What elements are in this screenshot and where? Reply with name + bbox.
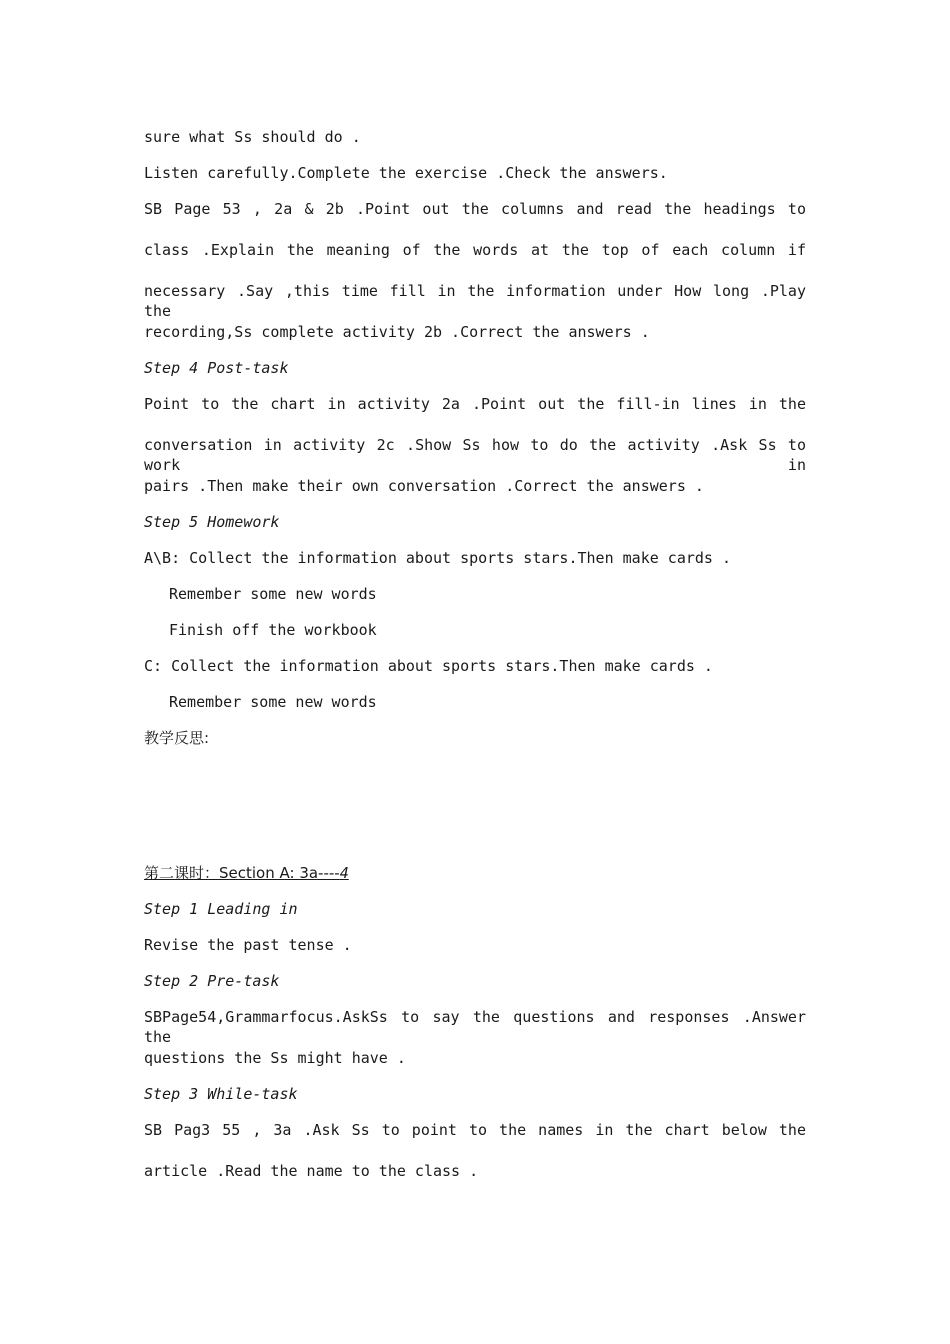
homework-c-line: C: Collect the information about sports stars.Then make cards . xyxy=(144,657,713,675)
paragraph-line: Point to the chart in activity 2a .Point out the fill-in lines in the xyxy=(144,395,806,413)
paragraph-line: SB Page 53 , 2a & 2b .Point out the columns and read the headings to xyxy=(144,200,806,218)
section-title-main: 第二课时：Section A: 3a---- xyxy=(144,864,340,882)
paragraph-line: SBPage54,Grammarfocus.AskSs to say the questions and responses .Answer the xyxy=(144,1008,806,1046)
paragraph-line: necessary .Say ,this time fill in the information under How long .Play the xyxy=(144,282,806,320)
section-title-tail: 4 xyxy=(339,864,349,882)
paragraph-line: sure what Ss should do . xyxy=(144,128,361,146)
step-heading: Step 3 While-task xyxy=(144,1085,298,1103)
paragraph-line: recording,Ss complete activity 2b .Correct the answers . xyxy=(144,323,650,341)
paragraph-line: pairs .Then make their own conversation .Correct the answers . xyxy=(144,477,704,495)
step-heading: Step 4 Post-task xyxy=(144,359,289,377)
paragraph-line: article .Read the name to the class . xyxy=(144,1162,479,1180)
paragraph-line: class .Explain the meaning of the words at the top of each column if xyxy=(144,241,806,259)
paragraph-line: conversation in activity 2c .Show Ss how to do the activity .Ask Ss to work in xyxy=(144,436,806,474)
homework-item: Finish off the workbook xyxy=(169,621,377,639)
reflection-label: 教学反思: xyxy=(144,729,210,747)
homework-item: Remember some new words xyxy=(169,693,377,711)
paragraph-line: Revise the past tense . xyxy=(144,936,352,954)
step-heading: Step 2 Pre-task xyxy=(144,972,280,990)
homework-item: Remember some new words xyxy=(169,585,377,603)
paragraph-line: Listen carefully.Complete the exercise .Check the answers. xyxy=(144,164,668,182)
section-title xyxy=(144,863,349,883)
step-heading: Step 1 Leading in xyxy=(144,900,298,918)
paragraph-line: questions the Ss might have . xyxy=(144,1049,406,1067)
step-heading: Step 5 Homework xyxy=(144,513,280,531)
homework-ab-line: A\B: Collect the information about sports stars.Then make cards . xyxy=(144,549,731,567)
paragraph-line: SB Pag3 55 , 3a .Ask Ss to point to the names in the chart below the xyxy=(144,1121,806,1139)
